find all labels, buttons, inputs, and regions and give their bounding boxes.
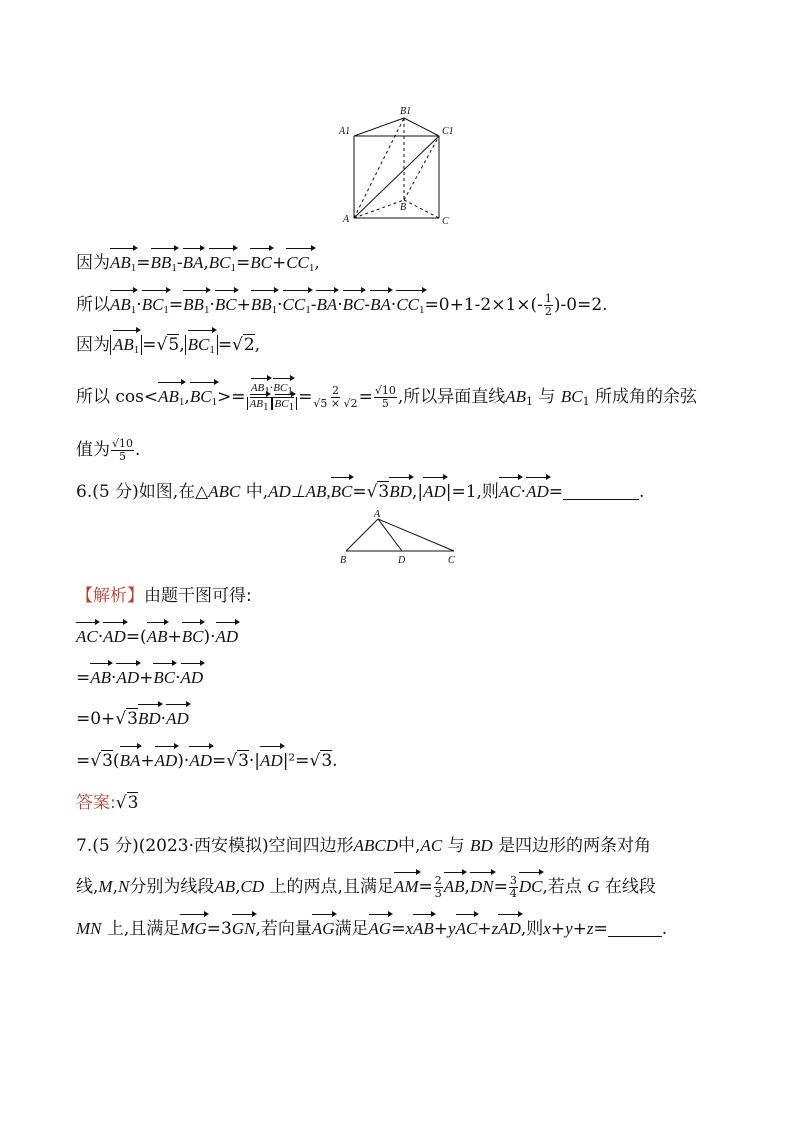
answer-blank[interactable] bbox=[608, 936, 662, 937]
text: 上的两点,且满足 bbox=[269, 877, 394, 897]
text: =0+ bbox=[76, 709, 116, 729]
prism-figure bbox=[335, 102, 465, 228]
text: 因为 bbox=[76, 335, 110, 355]
text: = bbox=[76, 751, 91, 771]
text: ,| bbox=[411, 482, 424, 502]
text: 由题干图可得: bbox=[144, 586, 252, 606]
solution6-header bbox=[76, 585, 252, 607]
text: ,若点 bbox=[542, 877, 582, 897]
answer-blank[interactable] bbox=[563, 499, 639, 500]
text: AD⊥AB, bbox=[268, 482, 331, 501]
label-d: D bbox=[398, 555, 406, 566]
label-c1: C1 bbox=[442, 126, 454, 137]
label-a1: A1 bbox=[339, 126, 351, 137]
text: 中, bbox=[240, 482, 269, 502]
text: , bbox=[203, 253, 209, 273]
label-b1: B1 bbox=[400, 106, 412, 117]
solution6-line1: AC·AD=(AB+BC)·AD bbox=[76, 627, 239, 647]
text: 在线段 bbox=[604, 877, 656, 897]
text: =0+1-2×1×(- bbox=[424, 295, 543, 315]
text: )-0=2. bbox=[553, 295, 608, 315]
text: 所以 cos< bbox=[76, 387, 159, 407]
text: 满足 bbox=[334, 919, 369, 939]
label-c: C bbox=[448, 555, 455, 566]
triangle-figure bbox=[336, 509, 462, 569]
text: |=1,则 bbox=[445, 482, 499, 502]
text: 上,且满足 bbox=[106, 919, 181, 939]
label-c: C bbox=[442, 216, 449, 227]
text: ,则 bbox=[520, 919, 544, 939]
label-a: A bbox=[374, 509, 381, 520]
solution6-line4: =√3(BA+AD)·AD=√3·|AD|²=√3. bbox=[76, 751, 338, 771]
text: 是四边形的两条对角 bbox=[498, 836, 652, 856]
solution6-answer: 答案:√3 bbox=[76, 793, 139, 813]
text: 因为 bbox=[76, 253, 110, 273]
text: 所以异面直线 bbox=[403, 387, 506, 407]
solution6-line3: =0+√3BD·AD bbox=[76, 709, 189, 729]
question7-line1: 7.(5 分)(2023·西安模拟)空间四边形ABCD中,AC 与 BD 是四边形的两条对角 bbox=[76, 836, 652, 856]
text: 值为 bbox=[76, 440, 110, 460]
text: ,若向量 bbox=[255, 919, 312, 939]
text: 7.(5 分)(2023·西安模拟)空间四边形 bbox=[76, 836, 354, 856]
solution5-line3: 因为 $AB_1 =√5$, $BC_1 =√2$, bbox=[76, 334, 260, 361]
text: 所以 bbox=[76, 295, 110, 315]
solution5-line5: 值为 $\frac{√10}{5}$ . bbox=[76, 437, 141, 463]
question6: 6.(5 分)如图,在△ABC 中,AD⊥AB,BC=√3BD,|AD|=1,则AC·AD= . bbox=[76, 482, 645, 502]
label-b: B bbox=[400, 202, 407, 213]
text: 与 bbox=[447, 836, 465, 856]
solution6-line2: =AB·AD+BC·AD bbox=[76, 668, 204, 688]
text: 分别为线段 bbox=[129, 877, 215, 897]
text: = bbox=[548, 482, 563, 502]
text: = bbox=[593, 919, 608, 939]
text: 与 bbox=[538, 387, 556, 407]
answer-label: 答案: bbox=[76, 793, 116, 813]
text: ABC bbox=[208, 482, 241, 501]
solution5-line1: 因为$AB_1=BB_1-BA,BC_1=BC+CC_1$, bbox=[76, 252, 320, 279]
analysis-tag: 【解析】 bbox=[76, 586, 144, 606]
label-a: A bbox=[343, 214, 350, 225]
text: 中, bbox=[398, 836, 421, 856]
solution5-line4: 所以 $\cos<AB_1,BC_1>=$ $\frac{AB_1\cdot BC_1}{AB_1 BC_1}$ = $\frac{2}{√5 \times √2}$ = $\frac{√10}{5}$ ,所以异面直线$AB_1$ 与 $BC_1$ 所成角的余弦 bbox=[76, 381, 697, 413]
label-b: B bbox=[340, 555, 347, 566]
text: 6.(5 分)如图,在△ bbox=[76, 482, 209, 502]
text: 所成角的余弦 bbox=[594, 387, 697, 407]
solution5-line2: 所以$AB_1\cdot BC_1=BB_1\cdot BC+BB_1\cdot CC_1-BA\cdot BC-BA\cdot CC_1=0+1-2\times 1\times(-$ $\frac{1}{2}$ )-0=2. bbox=[76, 293, 608, 321]
question7-line2: 线,M,N分别为线段AB,CD 上的两点,且满足AM= $\frac{2}{3}$ AB,DN= $\frac{3}{4}$ DC,若点 G 在线段 bbox=[76, 874, 656, 900]
text: 线, bbox=[76, 877, 99, 897]
question7-line3: MN 上,且满足MG=3GN,若向量AG满足AG=xAB+yAC+zAD,则x+y+z= . bbox=[76, 919, 668, 939]
